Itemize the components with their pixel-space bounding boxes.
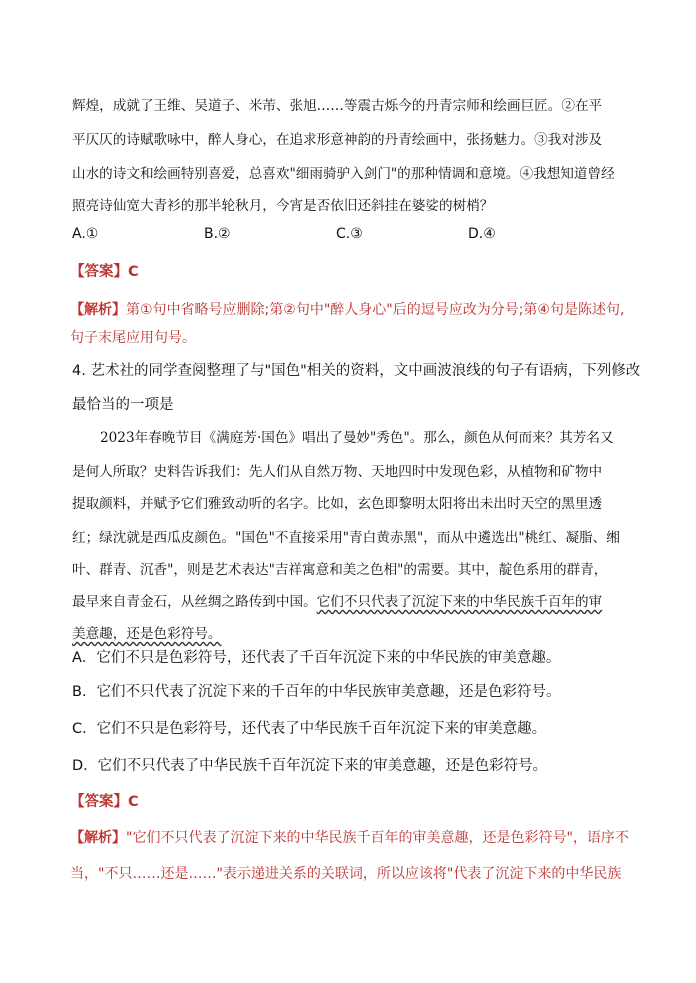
- analysis-text: "它们不只代表了沉淀下来的中华民族千百年的审美意趣，还是色彩符号"，语序不: [126, 830, 629, 846]
- q3-analysis-line2: 句子末尾应用句号。: [70, 330, 196, 346]
- q3-option-a: A.①: [72, 226, 99, 242]
- q3-options: [72, 226, 532, 246]
- q3-answer: [70, 262, 139, 282]
- q4-stem-line2: 最恰当的一项是: [72, 397, 174, 413]
- answer-label: 【答案】: [70, 264, 128, 280]
- wavy-underlined-sentence: 美意趣，还是色彩符号。: [72, 626, 222, 642]
- q4-passage-line: 叶、群青、沉香"，则是艺术表达"吉祥寓意和美之色相"的需要。其中，靛色系用的群青，: [72, 562, 608, 578]
- q4-passage-line: 提取颜料，并赋予它们雅致动听的名字。比如，玄色即黎明太阳将出未出时天空的黑里透: [72, 496, 603, 512]
- wavy-underlined-sentence: 它们不只代表了沉淀下来的中华民族千百年的审: [316, 594, 603, 610]
- q3-analysis-line1: [70, 300, 624, 320]
- passage-text: 最早来自青金石，从丝绸之路传到中国。: [72, 594, 317, 610]
- passage-line: 辉煌，成就了王维、吴道子、米芾、张旭……等震古烁今的丹青宗师和绘画巨匠。②在平: [72, 98, 603, 114]
- analysis-label: 【解析】: [70, 302, 126, 318]
- q3-option-d: D.④: [468, 226, 496, 242]
- q4-option-d: D．它们不只代表了中华民族千百年沉淀下来的审美意趣，还是色彩符号。: [72, 758, 548, 774]
- q3-option-c: C.③: [336, 226, 363, 242]
- passage-line: 山水的诗文和绘画特别喜爱，总喜欢"细雨骑驴入剑门"的那种情调和意境。④我想知道曾经: [72, 166, 615, 182]
- q4-passage-line: [72, 592, 602, 612]
- q4-passage-line: 是何人所取？史料告诉我们：先人们从自然万物、天地四时中发现色彩，从植物和矿物中: [72, 464, 603, 480]
- q4-passage-line: 红；绿沈就是西瓜皮颜色。"国色"不直接采用"青白黄赤黑"，而从中遴选出"桃红、凝脂、缃: [72, 530, 620, 546]
- analysis-label: 【解析】: [70, 830, 126, 846]
- answer-label: 【答案】: [70, 794, 128, 810]
- q4-passage-line: [72, 624, 222, 644]
- analysis-text: 第①句中省略号应删除;第②句中"醉人身心"后的逗号应改为分号;第④句是陈述句,: [126, 302, 625, 318]
- q3-option-b: B.②: [204, 226, 231, 242]
- q4-passage-line: 2023年春晚节目《满庭芳·国色》唱出了曼妙"秀色"。那么，颜色从何而来？其芳名又: [100, 430, 614, 446]
- passage-line: 平仄仄的诗赋歌咏中，醉人身心，在追求形意神韵的丹青绘画中，张扬魅力。③我对涉及: [72, 132, 603, 148]
- q4-answer: [70, 792, 139, 812]
- q4-option-c: C．它们不只是色彩符号，还代表了中华民族千百年沉淀下来的审美意趣。: [72, 721, 547, 737]
- answer-value: C: [128, 794, 139, 810]
- q4-analysis-line2: 当，"不只……还是……"表示递进关系的关联词，所以应该将"代表了沉淀下来的中华民族: [70, 866, 622, 882]
- q4-option-b: B．它们不只代表了沉淀下来的千百年的中华民族审美意趣，还是色彩符号。: [72, 684, 561, 700]
- q4-analysis-line1: [70, 828, 629, 848]
- q4-stem-line1: 4. 艺术社的同学查阅整理了与"国色"相关的资料，文中画波浪线的句子有语病，下列修改: [72, 363, 641, 379]
- answer-value: C: [128, 264, 139, 280]
- q4-option-a: A．它们不只是色彩符号，还代表了千百年沉淀下来的中华民族的审美意趣。: [72, 650, 561, 666]
- passage-line: 照亮诗仙宽大青衫的那半轮秋月，今宵是否依旧还斜挂在婆娑的树梢？: [72, 198, 494, 214]
